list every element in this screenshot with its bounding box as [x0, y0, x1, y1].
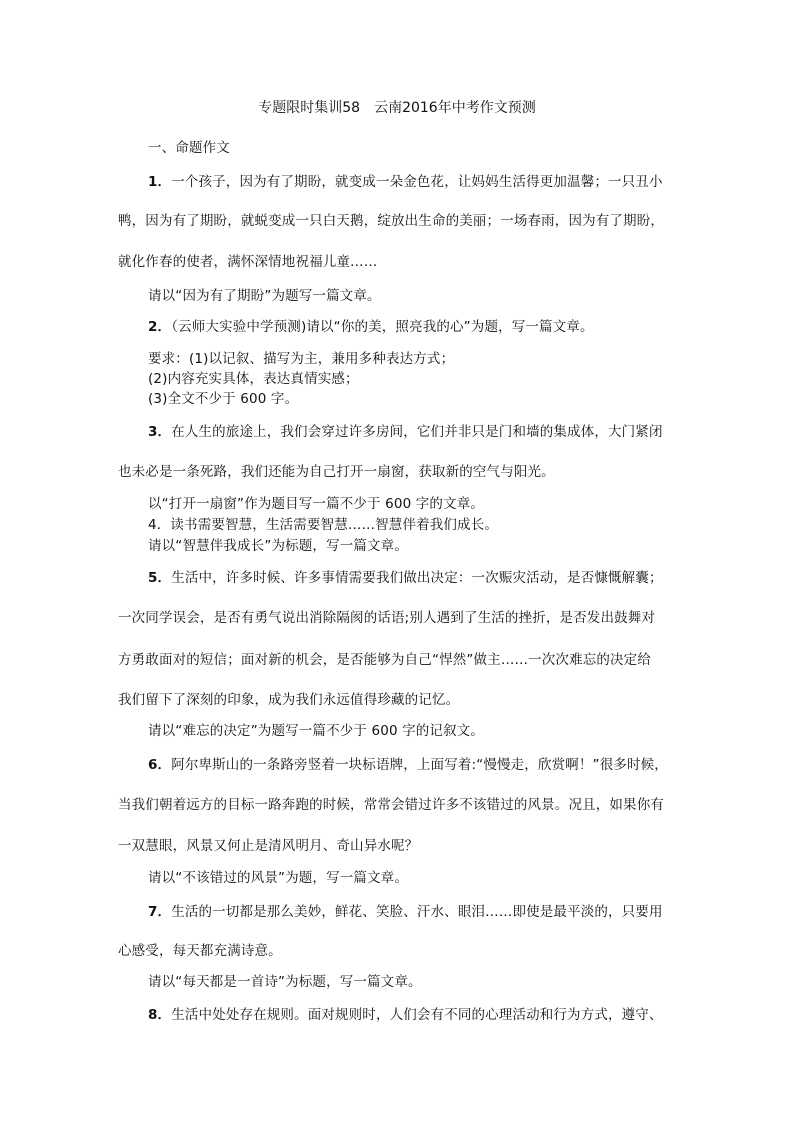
question-number: 2． — [148, 319, 172, 335]
paragraph-line: (3)全文不少于 600 字。 — [148, 391, 299, 407]
paragraph-line: 2．（云师大实验中学预测)请以“你的美，照亮我的心”为题，写一篇文章。 — [148, 319, 594, 335]
paragraph-line: 4．读书需要智慧，生活需要智慧……智慧伴着我们成长。 — [148, 517, 498, 533]
paragraph-line: 当我们朝着远方的目标一路奔跑的时候，常常会错过许多不该错过的风景。况且，如果你有 — [118, 797, 664, 813]
paragraph-line: 请以“每天都是一首诗”为标题，写一篇文章。 — [148, 974, 422, 990]
question-number: 3． — [148, 424, 172, 440]
paragraph-line: 7．生活的一切都是那么美妙，鲜花、笑脸、汗水、眼泪……即使是最平淡的，只要用 — [148, 904, 663, 920]
paragraph-line: 请以“智慧伴我成长”为标题，写一篇文章。 — [148, 538, 408, 554]
paragraph-line: 就化作春的使者，满怀深情地祝福儿童…… — [118, 254, 378, 270]
paragraph-line: 6．阿尔卑斯山的一条路旁竖着一块标语牌，上面写着:“慢慢走，欣赏啊！”很多时候， — [148, 757, 668, 773]
paragraph-line: (2)内容充实具体，表达真情实感； — [148, 371, 359, 387]
paragraph-line: 要求：(1)以记叙、描写为主，兼用多种表达方式； — [148, 351, 455, 367]
paragraph-line: 以“打开一扇窗”作为题目写一篇不少于 600 字的文章。 — [148, 496, 485, 512]
paragraph-line: 一次同学误会，是否有勇气说出消除隔阂的话语;别人遇到了生活的挫折，是否发出鼓舞对 — [118, 610, 656, 626]
paragraph-line: 鸭，因为有了期盼，就蜕变成一只白天鹅，绽放出生命的美丽；一场春雨，因为有了期盼， — [118, 213, 664, 229]
paragraph-line: 1．一个孩子，因为有了期盼，就变成一朵金色花，让妈妈生活得更加温馨；一只丑小 — [148, 174, 663, 190]
paragraph-line: 方勇敢面对的短信；面对新的机会，是否能够为自己“悍然”做主……一次次难忘的决定给 — [118, 652, 651, 668]
paragraph-line: 也未必是一条死路，我们还能为自己打开一扇窗，获取新的空气与阳光。 — [118, 464, 555, 480]
paragraph-line: 请以“因为有了期盼”为题写一篇文章。 — [148, 288, 381, 304]
question-number: 7． — [148, 904, 172, 920]
paragraph-line: 8．生活中处处存在规则。面对规则时，人们会有不同的心理活动和行为方式，遵守、 — [148, 1007, 663, 1023]
question-number: 5． — [148, 570, 172, 586]
question-number: 6． — [148, 757, 172, 773]
paragraph-line: 请以“难忘的决定”为题写一篇不少于 600 字的记叙文。 — [148, 723, 485, 739]
section-heading: 一、命题作文 — [148, 140, 230, 156]
paragraph-line: 心感受，每天都充满诗意。 — [118, 943, 282, 959]
document-title: 专题限时集训58 云南2016年中考作文预测 — [258, 100, 536, 116]
paragraph-line: 5．生活中，许多时候、许多事情需要我们做出决定：一次赈灾活动，是否慷慨解囊； — [148, 570, 663, 586]
paragraph-line: 一双慧眼，风景又何止是清风明月、奇山异水呢？ — [118, 838, 419, 854]
question-number: 1． — [148, 174, 172, 190]
question-number: 8． — [148, 1007, 172, 1023]
paragraph-line: 3．在人生的旅途上，我们会穿过许多房间，它们并非只是门和墙的集成体，大门紧闭 — [148, 424, 663, 440]
paragraph-line: 请以“不该错过的风景”为题，写一篇文章。 — [148, 870, 408, 886]
paragraph-line: 我们留下了深刻的印象，成为我们永远值得珍藏的记忆。 — [118, 692, 460, 708]
